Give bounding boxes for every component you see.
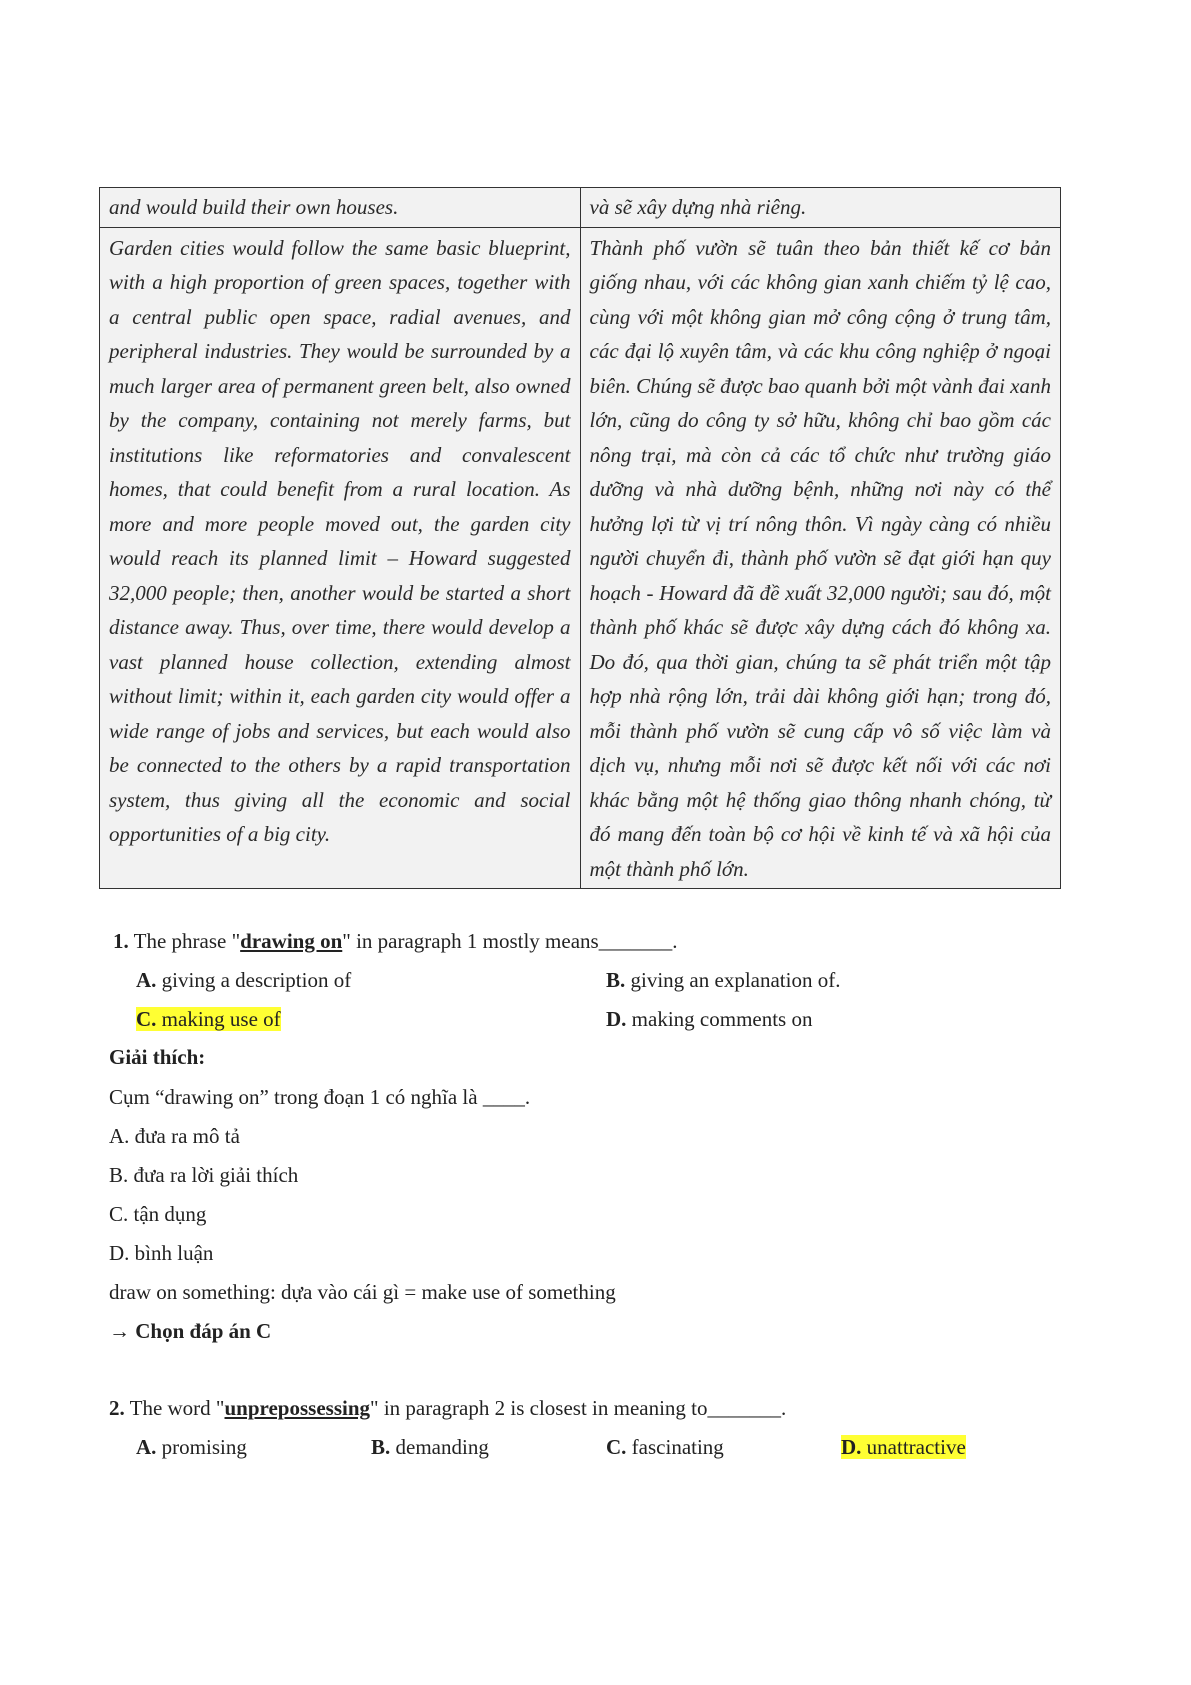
option-c-correct [136, 1007, 281, 1032]
stem-text: " in paragraph 2 is closest in meaning to_______. [370, 1396, 787, 1420]
explanation-line: B. đưa ra lời giải thích [109, 1163, 299, 1187]
option-text: making comments on [626, 1007, 813, 1031]
vietnamese-cell [580, 227, 1061, 889]
option-b [606, 968, 840, 993]
answer-conclusion: → Chọn đáp án C [109, 1319, 272, 1343]
english-text: and would build their own houses. [109, 195, 399, 219]
translation-table [99, 187, 1061, 889]
option-a [136, 968, 351, 993]
option-text: unattractive [861, 1435, 966, 1459]
option-d-correct [841, 1435, 966, 1460]
stem-text: " in paragraph 1 mostly means_______. [342, 929, 678, 953]
target-term: drawing on [240, 929, 343, 953]
explanation-line: A. đưa ra mô tả [109, 1124, 240, 1148]
vietnamese-text: Thành phố vườn sẽ tuân theo bản thiết kế cơ bản giống nhau, với các không gian xanh chiếm tỷ lệ cao, cùng với một không gian mở công cộng ở trung tâm, các đại lộ xuyên tâm, và các khu công nghiệp ở ngoại biên. Chúng sẽ được bao quanh bởi một vành đai xanh lớn, cũng do công ty sở hữu, không chỉ bao gồm các nông trại, mà còn cả các tổ chức như trường giáo dưỡng và nhà dưỡng bệnh, những nơi này có thể hưởng lợi từ vị trí nông thôn. Vì ngày càng có nhiều người chuyển đi, thành phố vườn sẽ đạt giới hạn quy hoạch - Howard đã đề xuất 32,000 người; sau đó, một thành phố khác sẽ được xây dựng cách đó không xa. Do đó, qua thời gian, chúng ta sẽ phát triển một tập hợp nhà rộng lớn, trải dài không giới hạn; trong đó, mỗi thành phố vườn sẽ cung cấp vô số việc làm và dịch vụ, nhưng mỗi nơi sẽ được kết nối với các nơi khác bằng một hệ thống giao thông nhanh chóng, từ đó mang đến toàn bộ cơ hội về kinh tế và xã hội của một thành phố lớn. [589, 235, 1051, 881]
explanation-line: Cụm “drawing on” trong đoạn 1 có nghĩa là ____. [109, 1085, 531, 1109]
english-cell [100, 188, 581, 228]
target-term: unprepossessing [224, 1396, 371, 1420]
explanation-title: Giải thích: [109, 1045, 206, 1069]
option-c [606, 1435, 724, 1460]
option-text: giving an explanation of. [625, 968, 841, 992]
table-row [100, 227, 1061, 889]
option-letter: A. [136, 1435, 157, 1459]
question-number: 2. [109, 1396, 125, 1420]
stem-text: The phrase " [128, 929, 241, 953]
table-row [100, 188, 1061, 228]
option-letter: C. [136, 1007, 157, 1031]
explanation-line: D. bình luận [109, 1241, 214, 1265]
option-letter: D. [841, 1435, 862, 1459]
option-text: promising [156, 1435, 247, 1459]
option-text: fascinating [626, 1435, 724, 1459]
vietnamese-cell [580, 188, 1061, 228]
option-b [371, 1435, 489, 1460]
option-letter: B. [371, 1435, 391, 1459]
question-1-stem [113, 929, 677, 954]
option-d [606, 1007, 812, 1032]
explanation-line: draw on something: dựa vào cái gì = make use of something [109, 1280, 616, 1304]
english-cell [100, 227, 581, 889]
option-text: demanding [390, 1435, 489, 1459]
option-text: giving a description of [156, 968, 352, 992]
stem-text: The word " [124, 1396, 225, 1420]
option-letter: B. [606, 968, 626, 992]
vietnamese-text: và sẽ xây dựng nhà riêng. [589, 195, 807, 219]
english-text: Garden cities would follow the same basic blueprint, with a high proportion of green spaces, together with a central public open space, radial avenues, and peripheral industries. They would be surrounded by a much larger area of permanent green belt, also owned by the company, containing not merely farms, but institutions like reformatories and convalescent homes, that could benefit from a rural location. As more and more people moved out, the garden city would reach its planned limit – Howard suggested 32,000 people; then, another would be started a short distance away. Thus, over time, there would develop a vast planned house collection, extending almost without limit; within it, each garden city would offer a wide range of jobs and services, but each would also be connected to the others by a rapid transportation system, thus giving all the economic and social opportunities of a big city. [109, 235, 571, 846]
option-letter: D. [606, 1007, 627, 1031]
option-a [136, 1435, 247, 1460]
option-text: making use of [156, 1007, 281, 1031]
question-number: 1. [113, 929, 129, 953]
option-letter: A. [136, 968, 157, 992]
explanation-line: C. tận dụng [109, 1202, 207, 1226]
option-letter: C. [606, 1435, 627, 1459]
question-2-stem [109, 1396, 786, 1421]
